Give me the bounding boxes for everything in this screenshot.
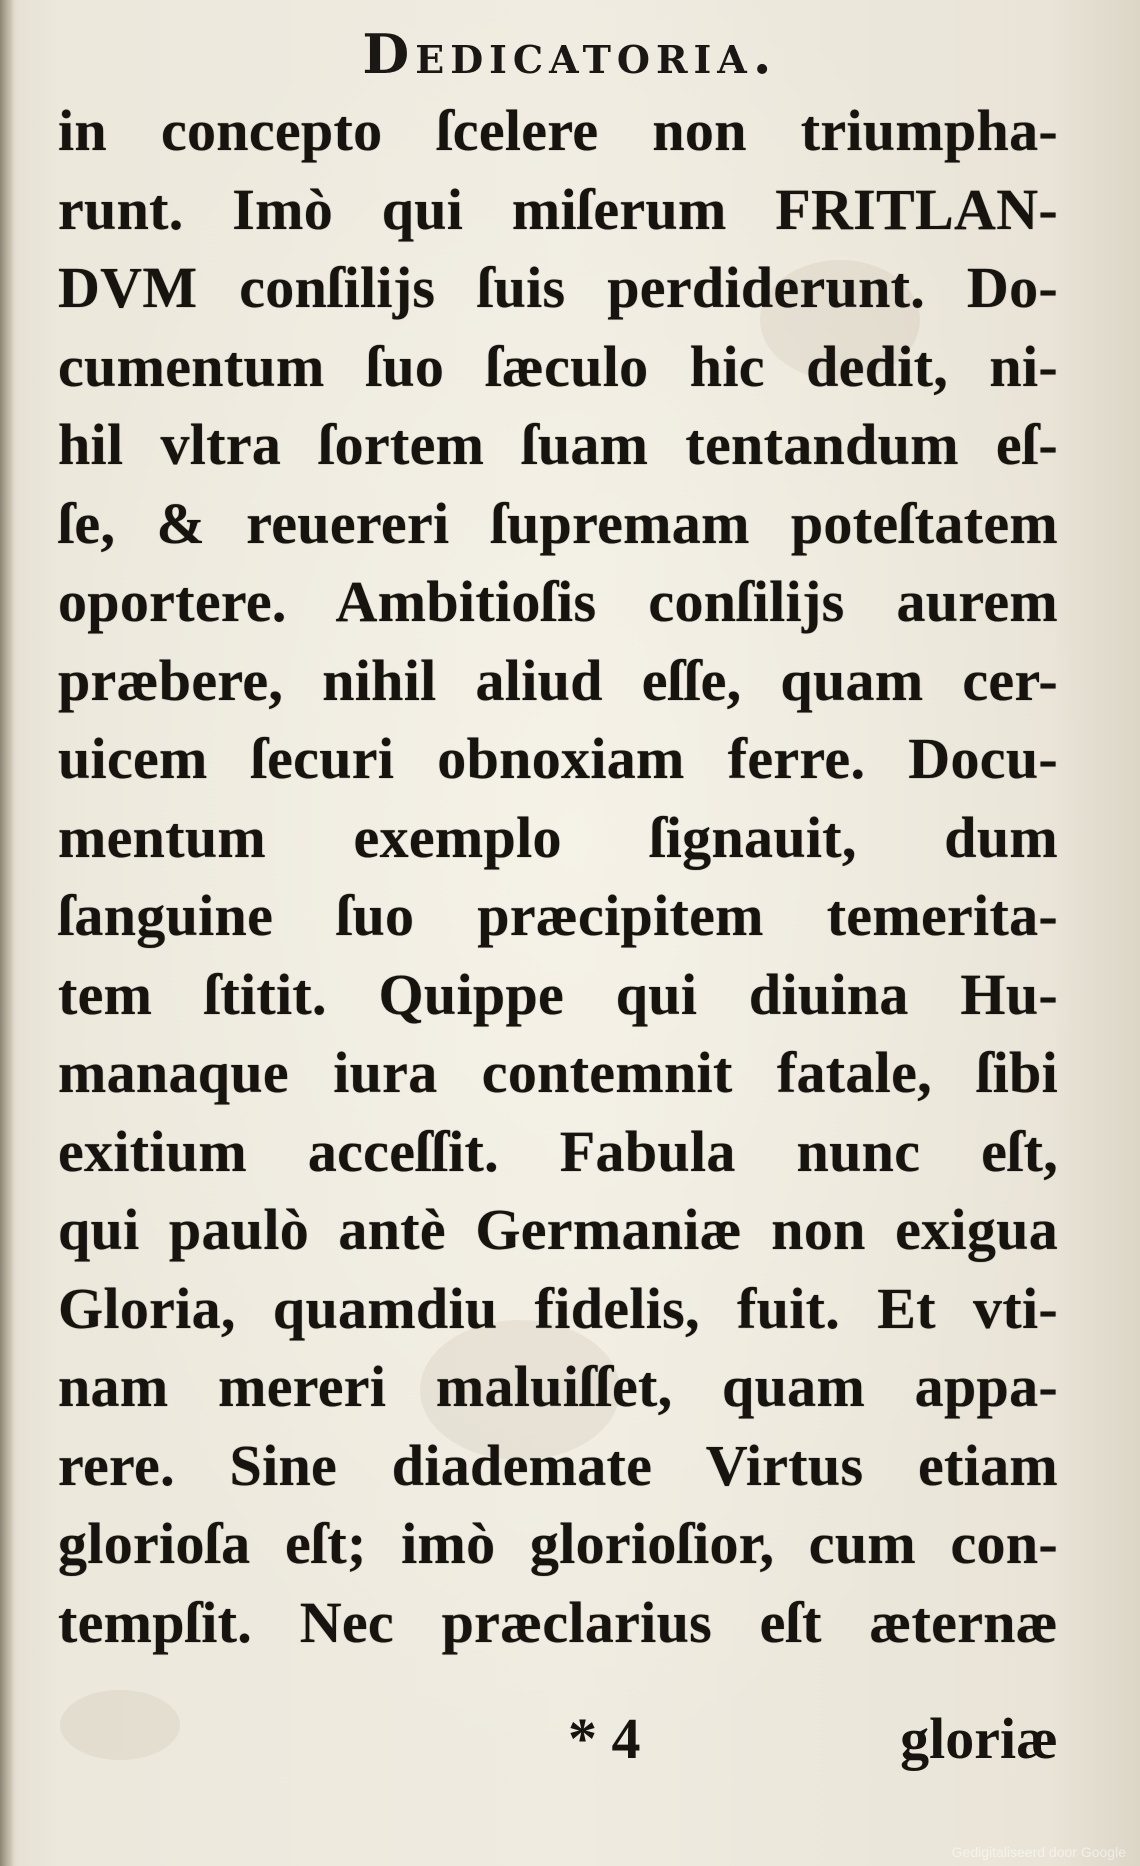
- text-line: oportere. Ambitioſis conſilijs aurem: [58, 569, 1058, 634]
- digitization-watermark: Gedigitaliseerd door Google: [951, 1844, 1126, 1860]
- text-line: tempſit. Nec præclarius eſt æternæ: [58, 1589, 1058, 1655]
- text-line: manaque iura contemnit fatale, ſibi: [58, 1040, 1058, 1105]
- text-line: uicem ſecuri obnoxiam ferre. Docu-: [58, 726, 1058, 791]
- text-line: mentum exemplo ſignauit, dum: [58, 804, 1058, 870]
- text-line: tem ſtitit. Quippe qui diuina Hu-: [58, 961, 1058, 1027]
- text-line: DVM conſilijs ſuis perdiderunt. Do-: [58, 255, 1058, 320]
- running-header: Dedicatoria.: [362, 22, 778, 86]
- text-line: præbere, nihil aliud eſſe, quam cer-: [58, 647, 1058, 713]
- page-footer: [58, 1700, 1058, 1778]
- text-line: hil vltra ſortem ſuam tentandum eſ-: [58, 412, 1058, 477]
- catchword: gloriæ: [900, 1706, 1058, 1771]
- text-block: [58, 92, 1058, 1662]
- text-line: cumentum ſuo ſæculo hic dedit, ni-: [58, 333, 1058, 399]
- binding-shadow: [0, 0, 14, 1866]
- text-line: ſe, & reuereri ſupremam poteſtatem: [58, 490, 1058, 556]
- text-line: runt. Imò qui miſerum FRITLAN-: [58, 176, 1058, 242]
- text-line: exitium acceſſit. Fabula nunc eſt,: [58, 1118, 1058, 1184]
- signature-mark: * 4: [568, 1706, 641, 1771]
- text-line: nam mereri maluiſſet, quam appa-: [58, 1354, 1058, 1419]
- text-line: glorioſa eſt; imò glorioſior, cum con-: [58, 1511, 1058, 1576]
- text-line: in concepto ſcelere non triumpha-: [58, 98, 1058, 163]
- text-line: ſanguine ſuo præcipitem temerita-: [58, 883, 1058, 948]
- text-line: Gloria, quamdiu fidelis, fuit. Et vti-: [58, 1275, 1058, 1341]
- text-line: qui paulò antè Germaniæ non exigua: [58, 1197, 1058, 1262]
- text-line: rere. Sine diademate Virtus etiam: [58, 1432, 1058, 1498]
